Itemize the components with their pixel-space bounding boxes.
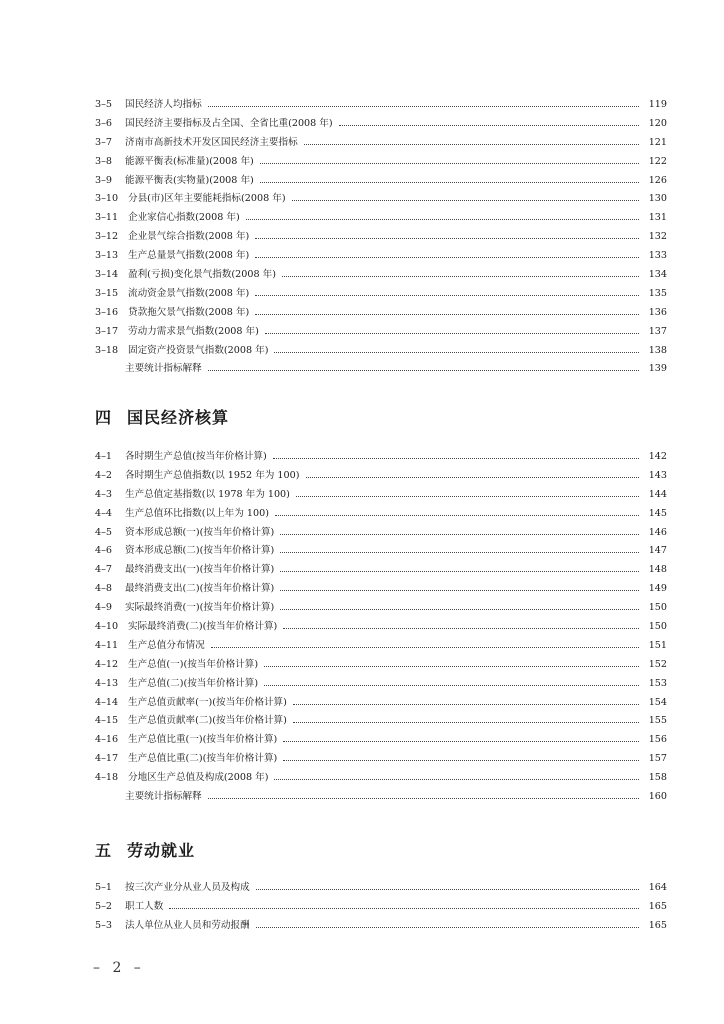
section-heading-4 <box>95 405 229 428</box>
section-number: 四 <box>95 408 113 427</box>
toc-entry-page: 132 <box>648 231 667 243</box>
toc-entry-page: 138 <box>648 344 667 356</box>
toc-entry-page: 121 <box>648 136 667 148</box>
page-number-footer: – 2 – <box>93 960 145 976</box>
toc-entry-number: 5–2 <box>95 900 113 912</box>
toc-entry[interactable] <box>95 675 667 694</box>
toc-entry[interactable] <box>95 467 667 486</box>
toc-entry-title: 生产总值贡献率(一)(按当年价格计算) <box>128 696 287 708</box>
toc-entry[interactable] <box>95 96 667 115</box>
toc-entry-title: 固定资产投资景气指数(2008 年) <box>128 344 269 356</box>
section-number: 五 <box>95 841 113 860</box>
toc-entry-number: 4–10 <box>95 621 119 633</box>
toc-entry-number: 3–15 <box>95 287 119 299</box>
toc-entry-page: 148 <box>648 564 667 576</box>
toc-entry-title: 能源平衡表(实物量)(2008 年) <box>125 174 254 186</box>
toc-entry[interactable] <box>95 228 667 247</box>
toc-entry-page: 120 <box>648 117 667 129</box>
toc-entry-title: 生产总值比重(二)(按当年价格计算) <box>128 753 278 765</box>
toc-entry[interactable] <box>95 134 667 153</box>
toc-entry-page: 134 <box>648 269 667 281</box>
toc-section-3 <box>95 96 667 379</box>
dot-leader <box>208 370 639 371</box>
toc-entry-number: 3–18 <box>95 344 119 356</box>
toc-entry[interactable] <box>95 153 667 172</box>
toc-entry-number: 3–10 <box>95 193 119 205</box>
toc-entry[interactable] <box>95 898 667 917</box>
dot-leader <box>280 571 639 572</box>
dot-leader <box>255 257 639 258</box>
dot-leader <box>256 927 639 928</box>
toc-entry-title: 分县(市)区年主要能耗指标(2008 年) <box>128 193 286 205</box>
toc-entry-title: 能源平衡表(标准量)(2008 年) <box>125 155 254 167</box>
toc-entry-number: 4–15 <box>95 715 119 727</box>
toc-entry-title: 实际最终消费(二)(按当年价格计算) <box>128 621 278 633</box>
dot-leader <box>256 889 639 890</box>
toc-entry-page: 153 <box>648 677 667 689</box>
toc-entry-number: 4–6 <box>95 545 113 557</box>
toc-entry-number: 3–11 <box>95 212 119 224</box>
toc-entry[interactable] <box>95 115 667 134</box>
toc-entry-page: 158 <box>648 772 667 784</box>
toc-entry-number: 4–1 <box>95 451 113 462</box>
toc-entry[interactable] <box>95 323 667 342</box>
toc-entry-page: 144 <box>648 488 667 500</box>
toc-entry-number: 3–12 <box>95 231 119 243</box>
toc-entry-title: 主要统计指标解释 <box>125 363 202 375</box>
dot-leader <box>280 590 639 591</box>
toc-entry-number: 3–7 <box>95 136 113 148</box>
toc-entry[interactable] <box>95 342 667 361</box>
dot-leader <box>283 741 639 742</box>
toc-entry-page: 147 <box>648 545 667 557</box>
toc-entry-number: 3–9 <box>95 174 113 186</box>
toc-entry-title: 最终消费支出(一)(按当年价格计算) <box>125 564 275 576</box>
dot-leader <box>275 515 639 516</box>
section-title: 劳动就业 <box>127 841 196 860</box>
toc-entry[interactable] <box>95 486 667 505</box>
dot-leader <box>304 144 639 145</box>
toc-entry[interactable] <box>95 712 667 731</box>
toc-entry-title: 主要统计指标解释 <box>125 791 202 803</box>
toc-entry-number: 4–16 <box>95 734 119 746</box>
toc-entry[interactable] <box>95 266 667 285</box>
toc-entry-number: 4–17 <box>95 753 119 765</box>
toc-entry-title: 各时期生产总值(按当年价格计算) <box>125 451 267 462</box>
toc-entry-title: 生产总值贡献率(二)(按当年价格计算) <box>128 715 287 727</box>
toc-entry-title: 生产总值环比指数(以上年为 100) <box>125 507 269 519</box>
dot-leader <box>280 609 639 610</box>
toc-entry-title: 生产总值比重(一)(按当年价格计算) <box>128 734 278 746</box>
toc-entry[interactable] <box>95 879 667 898</box>
toc-entry-number: 3–17 <box>95 325 119 337</box>
toc-entry[interactable] <box>95 637 667 656</box>
toc-entry-page: 130 <box>648 193 667 205</box>
toc-entry[interactable] <box>95 618 667 637</box>
toc-entry-title: 实际最终消费(一)(按当年价格计算) <box>125 602 275 614</box>
toc-entry-title: 流动资金景气指数(2008 年) <box>128 287 250 299</box>
dot-leader <box>169 908 639 909</box>
dot-leader <box>306 477 640 478</box>
dot-leader <box>260 182 639 183</box>
toc-entry-page: 135 <box>648 287 667 299</box>
toc-entry-page: 126 <box>648 174 667 186</box>
toc-entry-page: 122 <box>648 155 667 167</box>
toc-entry-page: 154 <box>648 696 667 708</box>
toc-entry-page: 136 <box>648 306 667 318</box>
toc-entry-number: 4–11 <box>95 639 119 651</box>
toc-entry-page: 146 <box>648 526 667 538</box>
dot-leader <box>255 295 639 296</box>
toc-entry-number: 3–8 <box>95 155 113 167</box>
toc-entry-number: 4–7 <box>95 564 113 576</box>
toc-entry-title: 生产总值定基指数(以 1978 年为 100) <box>125 488 290 500</box>
toc-entry-title: 职工人数 <box>125 900 164 912</box>
toc-entry[interactable] <box>95 750 667 769</box>
toc-entry-title: 法人单位从业人员和劳动报酬 <box>125 919 250 931</box>
dot-leader <box>264 666 639 667</box>
toc-entry-page: 164 <box>648 882 667 893</box>
dot-leader <box>255 238 639 239</box>
toc-entry[interactable] <box>95 542 667 561</box>
dot-leader <box>255 314 639 315</box>
toc-entry[interactable] <box>95 285 667 304</box>
toc-entry-title: 按三次产业分从业人员及构成 <box>125 882 250 893</box>
toc-entry-title: 分地区生产总值及构成(2008 年) <box>128 772 269 784</box>
dot-leader <box>293 722 639 723</box>
toc-entry-page: 139 <box>648 363 667 375</box>
toc-entry-page: 150 <box>648 621 667 633</box>
section-heading-5 <box>95 838 195 861</box>
toc-entry-title: 生产总量景气指数(2008 年) <box>128 250 250 262</box>
toc-entry-page: 133 <box>648 250 667 262</box>
dot-leader <box>339 125 639 126</box>
toc-entry-number: 4–12 <box>95 658 119 670</box>
toc-entry-title: 各时期生产总值指数(以 1952 年为 100) <box>125 469 300 481</box>
toc-entry-number: 5–3 <box>95 919 113 931</box>
toc-entry[interactable] <box>95 190 667 209</box>
dot-leader <box>273 458 639 459</box>
toc-entry-page: 119 <box>648 99 667 110</box>
toc-entry-title: 生产总值(一)(按当年价格计算) <box>128 658 259 670</box>
toc-entry[interactable] <box>95 505 667 524</box>
dot-leader <box>274 352 639 353</box>
toc-entry-number: 4–13 <box>95 677 119 689</box>
toc-entry-number: 5–1 <box>95 882 113 893</box>
dot-leader <box>282 276 639 277</box>
toc-entry-page: 151 <box>648 639 667 651</box>
dot-leader <box>211 647 639 648</box>
dot-leader <box>246 219 639 220</box>
toc-entry-title: 企业家信心指数(2008 年) <box>128 212 240 224</box>
dot-leader <box>296 496 639 497</box>
toc-entry-page: 165 <box>648 919 667 931</box>
toc-entry-number: 4–5 <box>95 526 113 538</box>
toc-entry[interactable] <box>95 304 667 323</box>
toc-entry-number: 4–8 <box>95 583 113 595</box>
toc-entry-title: 最终消费支出(二)(按当年价格计算) <box>125 583 275 595</box>
toc-entry[interactable] <box>95 769 667 788</box>
dot-leader <box>208 798 639 799</box>
toc-entry[interactable] <box>95 247 667 266</box>
toc-entry-number: 4–2 <box>95 469 113 481</box>
toc-entry-number: 3–5 <box>95 99 113 110</box>
section-title: 国民经济核算 <box>127 408 230 427</box>
toc-entry-number: 3–16 <box>95 306 119 318</box>
toc-entry-number: 4–18 <box>95 772 119 784</box>
toc-entry-page: 152 <box>648 658 667 670</box>
toc-entry-number: 3–6 <box>95 117 113 129</box>
toc-entry-page: 156 <box>648 734 667 746</box>
toc-section-5 <box>95 879 667 936</box>
toc-entry-number: 4–9 <box>95 602 113 614</box>
toc-entry-title: 劳动力需求景气指数(2008 年) <box>128 325 259 337</box>
toc-entry-title: 贷款拖欠景气指数(2008 年) <box>128 306 250 318</box>
toc-entry-title: 企业景气综合指数(2008 年) <box>128 231 250 243</box>
toc-entry[interactable] <box>95 580 667 599</box>
toc-entry-number: 4–3 <box>95 488 113 500</box>
toc-entry-page: 142 <box>648 451 667 462</box>
toc-entry-page: 160 <box>648 791 667 803</box>
dot-leader <box>283 628 639 629</box>
dot-leader <box>293 704 639 705</box>
toc-entry-number: 4–14 <box>95 696 119 708</box>
toc-entry-page: 149 <box>648 583 667 595</box>
toc-entry[interactable] <box>95 731 667 750</box>
toc-entry-page: 157 <box>648 753 667 765</box>
toc-entry-number: 3–14 <box>95 269 119 281</box>
dot-leader <box>280 534 639 535</box>
toc-entry[interactable] <box>95 448 667 467</box>
dot-leader <box>283 760 639 761</box>
dot-leader <box>260 163 639 164</box>
toc-section-4 <box>95 448 667 807</box>
toc-entry[interactable] <box>95 524 667 543</box>
toc-entry-title: 资本形成总额(二)(按当年价格计算) <box>125 545 275 557</box>
toc-entry[interactable] <box>95 599 667 618</box>
toc-entry-page: 137 <box>648 325 667 337</box>
dot-leader <box>280 552 639 553</box>
toc-entry-page: 150 <box>648 602 667 614</box>
toc-entry-title: 盈利(亏损)变化景气指数(2008 年) <box>128 269 276 281</box>
toc-entry[interactable] <box>95 694 667 713</box>
toc-entry[interactable] <box>95 917 667 936</box>
dot-leader <box>208 106 639 107</box>
toc-entry-title: 生产总值(二)(按当年价格计算) <box>128 677 259 689</box>
toc-entry-number: 3–13 <box>95 250 119 262</box>
toc-entry-page: 143 <box>648 469 667 481</box>
toc-entry[interactable] <box>95 656 667 675</box>
toc-entry-title: 资本形成总额(一)(按当年价格计算) <box>125 526 275 538</box>
dot-leader <box>292 200 639 201</box>
dot-leader <box>265 333 639 334</box>
toc-entry-title: 济南市高新技术开发区国民经济主要指标 <box>125 136 298 148</box>
toc-entry[interactable] <box>95 172 667 191</box>
toc-entry-title: 国民经济人均指标 <box>125 99 202 110</box>
toc-entry[interactable] <box>95 788 667 807</box>
toc-entry-page: 145 <box>648 507 667 519</box>
dot-leader <box>264 685 639 686</box>
toc-entry-page: 165 <box>648 900 667 912</box>
toc-entry[interactable] <box>95 209 667 228</box>
toc-entry-page: 131 <box>648 212 667 224</box>
toc-entry[interactable] <box>95 561 667 580</box>
toc-entry-number: 4–4 <box>95 507 113 519</box>
toc-entry-page: 155 <box>648 715 667 727</box>
toc-entry-title: 国民经济主要指标及占全国、全省比重(2008 年) <box>125 117 333 129</box>
toc-entry[interactable] <box>95 360 667 379</box>
toc-entry-title: 生产总值分布情况 <box>128 639 205 651</box>
dot-leader <box>274 779 639 780</box>
